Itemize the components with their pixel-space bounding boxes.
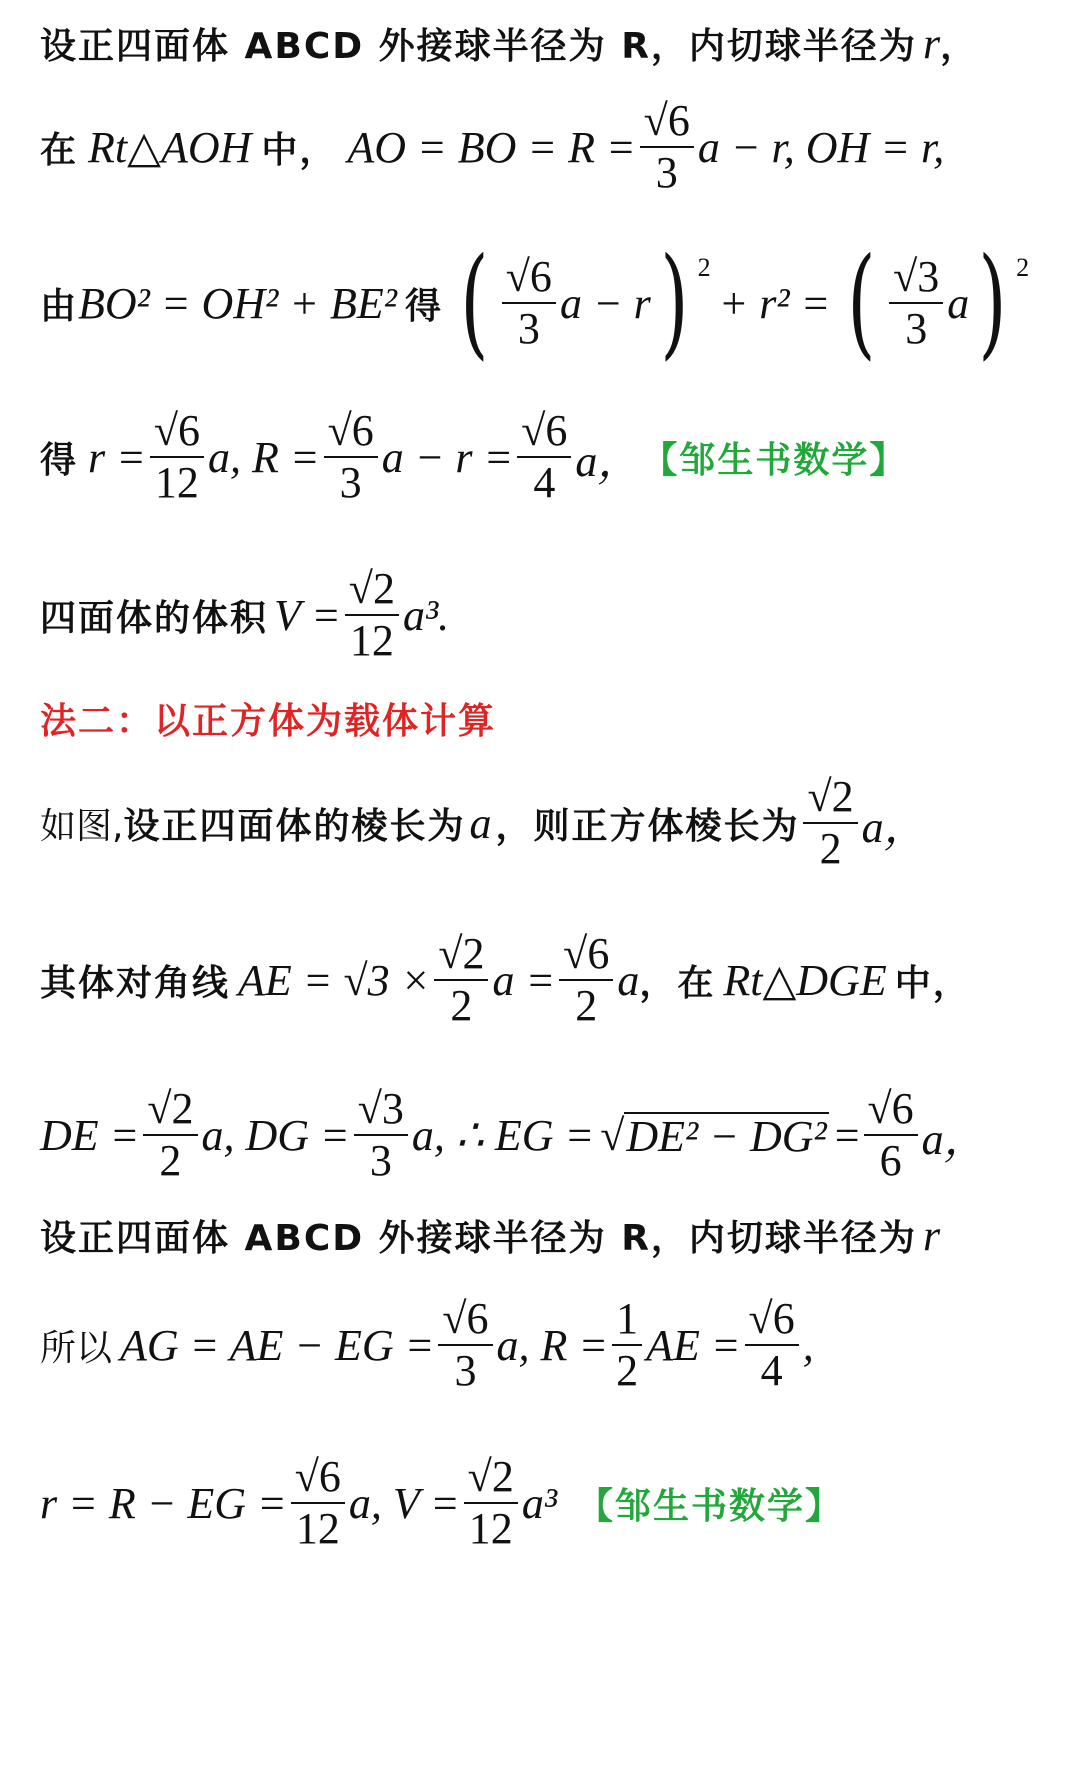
math: V = bbox=[274, 590, 341, 640]
math: a， bbox=[921, 1115, 988, 1164]
text: 中， bbox=[261, 129, 338, 171]
text: 由 bbox=[40, 285, 79, 327]
line-2 bbox=[40, 92, 1060, 202]
text: 中， bbox=[894, 962, 971, 1004]
text: 得 bbox=[404, 285, 443, 327]
math: AE = bbox=[646, 1320, 741, 1370]
math: + r² = bbox=[718, 278, 831, 328]
heading-text: 法二：以正方体为载体计算 bbox=[40, 700, 497, 742]
fraction: $\frac{√6}{3}$ bbox=[640, 98, 694, 196]
var-r: r bbox=[922, 1210, 941, 1260]
math: Rt△AOH bbox=[88, 122, 252, 172]
math: a, R = bbox=[208, 432, 320, 482]
exponent: 2 bbox=[697, 253, 711, 282]
line-1 bbox=[40, 18, 1060, 68]
fraction: $\frac{√6}{6}$ bbox=[864, 1086, 918, 1184]
math: a − r, OH = r, bbox=[697, 122, 945, 172]
fraction: $\frac{√6}{12}$ bbox=[150, 408, 204, 506]
fraction: $\frac{√2}{2}$ bbox=[434, 931, 488, 1029]
fraction: $\frac{√6}{3}$ bbox=[502, 254, 556, 352]
fraction: $\frac{1}{2}$ bbox=[612, 1296, 642, 1394]
var-r: r bbox=[922, 18, 941, 68]
text: 设正四面体的棱长为 bbox=[123, 805, 466, 847]
fraction: $\frac{√6}{4}$ bbox=[517, 408, 571, 506]
line-12 bbox=[40, 1448, 1060, 1558]
line-5 bbox=[40, 560, 1060, 670]
math: a bbox=[947, 278, 970, 328]
exponent: 2 bbox=[1016, 253, 1030, 282]
text: 在 bbox=[40, 129, 79, 171]
math: a， bbox=[575, 437, 642, 486]
math: DE = bbox=[40, 1110, 140, 1160]
watermark-tag: 【邹生书数学】 bbox=[577, 1485, 844, 1527]
math: AO = BO = R = bbox=[347, 122, 636, 172]
method-two-heading bbox=[40, 690, 1060, 746]
paren-close: ) bbox=[660, 233, 689, 372]
fraction: $\frac{√2}{2}$ bbox=[803, 774, 857, 872]
math: a, V = bbox=[348, 1478, 460, 1528]
math: a − r = bbox=[381, 432, 514, 482]
math: a, DG = bbox=[201, 1110, 350, 1160]
line-11 bbox=[40, 1290, 1060, 1400]
math: AE = √3 × bbox=[238, 955, 431, 1005]
math: AG = AE − EG = bbox=[120, 1320, 435, 1370]
text: 四面体的体积 bbox=[40, 597, 269, 639]
math: BO² = OH² + BE² bbox=[78, 278, 397, 328]
line-9 bbox=[40, 1080, 1060, 1190]
text: ，则正方体棱长为 bbox=[495, 805, 800, 847]
text: 所以 bbox=[40, 1327, 113, 1369]
fraction: $\frac{√2}{2}$ bbox=[143, 1086, 197, 1184]
fraction: $\frac{√6}{3}$ bbox=[438, 1296, 492, 1394]
math: a³. bbox=[402, 590, 450, 640]
watermark-tag: 【邹生书数学】 bbox=[641, 439, 908, 481]
math: a bbox=[617, 955, 640, 1005]
math: , bbox=[802, 1320, 814, 1370]
math: a − r bbox=[559, 278, 651, 328]
paren-open: ( bbox=[460, 233, 489, 372]
text: ，在 bbox=[639, 962, 716, 1004]
fraction: $\frac{√6}{3}$ bbox=[324, 408, 378, 506]
math: a³ bbox=[521, 1478, 558, 1528]
fraction: $\frac{√2}{12}$ bbox=[345, 566, 399, 664]
fraction: $\frac{√6}{2}$ bbox=[559, 931, 613, 1029]
text: ， bbox=[940, 25, 979, 67]
math: r = bbox=[88, 432, 146, 482]
text: 设正四面体 ABCD 外接球半径为 R，内切球半径为 bbox=[40, 1217, 917, 1259]
math: a， bbox=[861, 803, 928, 852]
line-10 bbox=[40, 1210, 1060, 1260]
math: Rt△DGE bbox=[723, 955, 887, 1005]
math: a, R = bbox=[496, 1320, 609, 1370]
math: a, ∴ EG = bbox=[411, 1110, 595, 1160]
fraction: $\frac{√3}{3}$ bbox=[889, 254, 943, 352]
text: 如图, bbox=[40, 805, 124, 847]
text: 得 bbox=[40, 439, 79, 481]
fraction: $\frac{√6}{12}$ bbox=[291, 1454, 345, 1552]
line-8 bbox=[40, 925, 1060, 1035]
text: 其体对角线 bbox=[40, 962, 231, 1004]
math: r = R − EG = bbox=[40, 1478, 287, 1528]
square-root: √ DE² − DG² bbox=[600, 1110, 827, 1162]
math: a = bbox=[492, 955, 556, 1005]
paren-close: ) bbox=[978, 233, 1007, 372]
math: = bbox=[834, 1110, 860, 1160]
var-a: a bbox=[469, 798, 492, 848]
fraction: $\frac{√3}{3}$ bbox=[354, 1086, 408, 1184]
line-3 bbox=[40, 228, 1060, 378]
fraction: $\frac{√6}{4}$ bbox=[745, 1296, 799, 1394]
line-4 bbox=[40, 402, 1060, 512]
fraction: $\frac{√2}{12}$ bbox=[464, 1454, 518, 1552]
line-7 bbox=[40, 768, 1060, 878]
text: 设正四面体 ABCD 外接球半径为 R，内切球半径为 bbox=[40, 25, 917, 67]
paren-open: ( bbox=[847, 233, 876, 372]
